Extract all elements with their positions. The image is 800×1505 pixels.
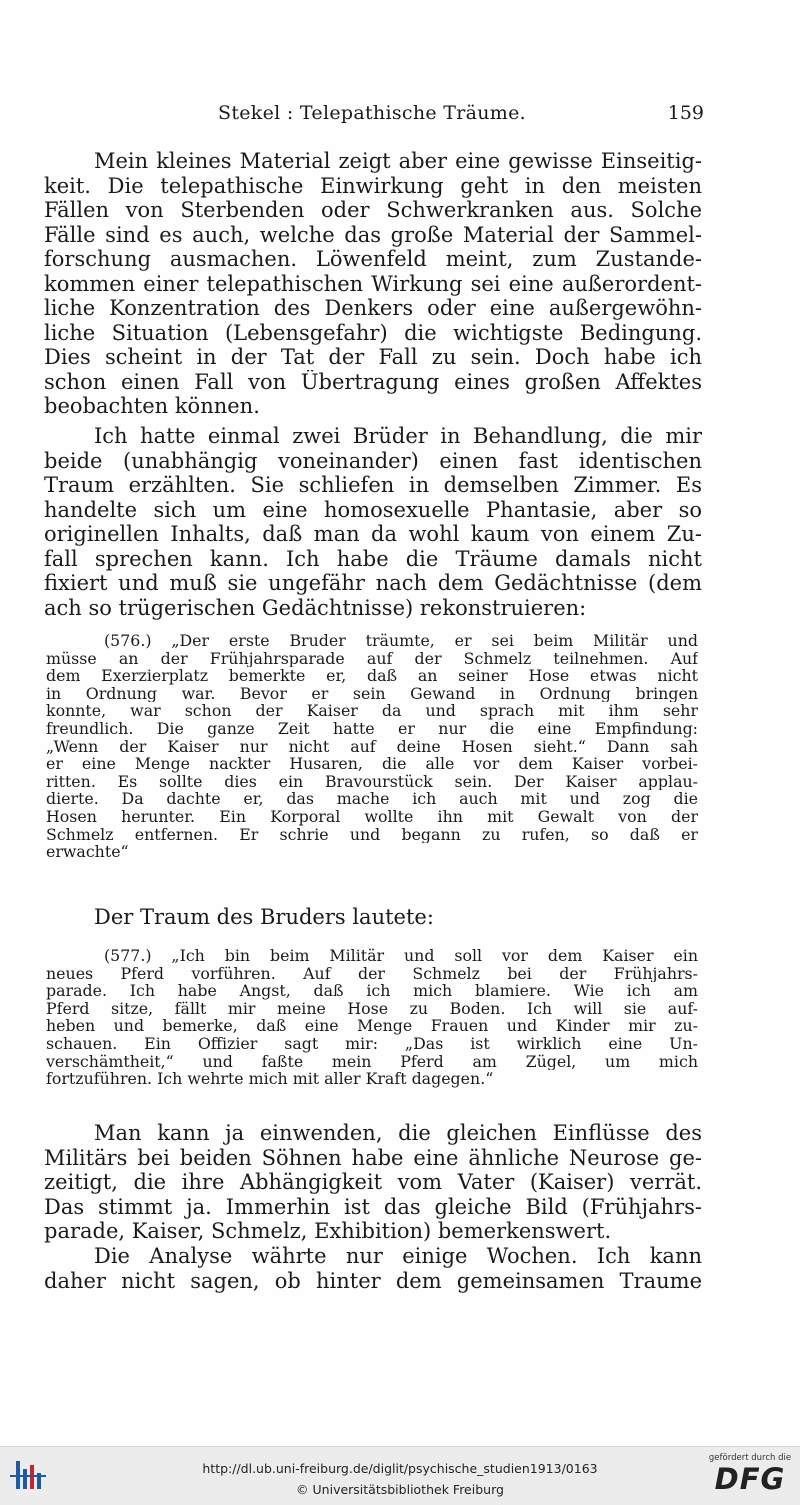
text-line: parade, Kaiser, Schmelz, Exhibition) bemerkenswert. [44,1219,612,1243]
text-line: in Ordnung war. Bevor er sein Gewand in Ordnung bringen [46,684,698,703]
text-line: Ich hatte einmal zwei Brüder in Behandlung, die mir [94,424,702,448]
dream-quote-576 [46,632,698,861]
running-head: Stekel : Telepathische Träume. [218,102,526,124]
text-line: handelte sich um eine homosexuelle Phantasie, aber so [44,497,702,522]
text-line: müsse an der Frühjahrsparade auf der Schmelz teilnehmen. Auf [46,649,698,668]
text-line: beide (unabhängig voneinander) einen fast identischen [44,448,702,473]
paragraph-2 [44,424,702,620]
text-line: Hosen herunter. Ein Korporal wollte ihn mit Gewalt von der [46,807,698,826]
dfg-logo [708,1453,792,1499]
text-line: zeitigt, die ihre Abhängigkeit vom Vater (Kaiser) verrät. [44,1170,702,1194]
text-line: schauen. Ein Offizier sagt mir: „Das ist wirklich eine Un- [46,1034,698,1053]
text-line: ritten. Es sollte dies ein Bravourstück sein. Der Kaiser applau- [46,772,698,791]
text-line: liche Situation (Lebensgefahr) die wichtigste Bedingung. [44,320,702,345]
text-line: Das stimmt ja. Immerhin ist das gleiche Bild (Frühjahrs- [44,1194,702,1219]
paragraph-4 [44,1244,702,1293]
text-line: parade. Ich habe Angst, daß ich mich blamiere. Wie ich am [46,982,698,1000]
text-line: „Wenn der Kaiser nur nicht auf deine Hosen sieht.“ Dann sah [46,737,698,756]
dream-quote-577 [46,947,698,1088]
text-line: verschämtheit,“ und faßte mein Pferd am Zügel, um mich [46,1052,698,1071]
dream-intro-577 [44,905,702,930]
text-line: Man kann ja einwenden, die gleichen Einflüsse des [94,1121,702,1145]
text-line: fixiert und muß sie ungefähr nach dem Gedächtnisse (dem [44,571,702,595]
text-line: ach so trügerischen Gedächtnisse) rekonstruieren: [44,595,587,620]
text-line: Schmelz entfernen. Er schrie und begann zu rufen, so daß er [46,825,698,844]
text-line: Militärs bei beiden Söhnen habe eine ähnliche Neurose ge- [44,1145,702,1170]
text-line: Fällen von Sterbenden oder Schwerkranken aus. Solche [44,198,702,222]
text-line: dierte. Da dachte er, das mache ich auch mit und zog die [46,790,698,808]
text-line: dem Exerzierplatz bemerkte er, daß an seiner Hose etwas nicht [46,667,698,685]
permalink-url[interactable]: http://dl.ub.uni-freiburg.de/diglit/psychische_studien1913/0163 [202,1461,598,1476]
text-line: Traum erzählten. Sie schliefen in demselben Zimmer. Es [44,473,702,497]
text-line: (577.) „Ich bin beim Militär und soll vor dem Kaiser ein [104,947,698,965]
text-line: freundlich. Die ganze Zeit hatte er nur die eine Empfindung: [46,719,698,738]
text-line: konnte, war schon der Kaiser da und sprach mit ihm sehr [46,702,698,720]
text-line: (576.) „Der erste Bruder träumte, er sei beim Militär und [104,632,698,650]
text-line: kommen einer telepathischen Wirkung sei eine außerordent- [44,271,702,296]
text-line: forschung ausmachen. Löwenfeld meint, zum Zustande- [44,247,702,271]
page-number: 159 [667,102,704,124]
text-line: neues Pferd vorführen. Auf der Schmelz bei der Frühjahrs- [46,964,698,983]
dfg-tagline: gefördert durch die [708,1453,792,1463]
text-line: originellen Inhalts, daß man da wohl kaum von einem Zu- [44,522,702,546]
text-line: daher nicht sagen, ob hinter dem gemeinsamen Traume [44,1268,702,1293]
text-line: er eine Menge nackter Husaren, die alle vor dem Kaiser vorbei- [46,755,698,773]
text-line: schon einen Fall von Übertragung eines großen Affektes [44,369,702,394]
text-line: fall sprechen kann. Ich habe die Träume damals nicht [44,546,702,571]
text-line: heben und bemerke, daß eine Menge Frauen und Kinder mir zu- [46,1017,698,1035]
paragraph-1 [44,149,702,419]
text-line: beobachten können. [44,394,260,418]
text-line: liche Konzentration des Denkers oder eine außergewöhn- [44,296,702,320]
page-header [40,102,704,132]
text-line: fortzuführen. Ich wehrte mich mit aller Kraft dagegen.“ [46,1070,494,1088]
viewer-footer [0,1446,800,1505]
paragraph-3 [44,1121,702,1244]
dfg-logo-text: DFG [714,1462,786,1496]
text-line: Mein kleines Material zeigt aber eine gewisse Einseitig- [94,149,702,173]
copyright-notice: © Universitätsbibliothek Freiburg [296,1482,504,1497]
text-line: erwachte“ [46,843,129,861]
text-line: Die Analyse währte nur einige Wochen. Ich kann [94,1244,702,1268]
text-line: Pferd sitze, fällt mir meine Hose zu Boden. Ich will sie auf- [46,999,698,1018]
text-line: Der Traum des Bruders lautete: [94,905,434,929]
text-line: keit. Die telepathische Einwirkung geht in den meisten [44,173,702,198]
text-line: Dies scheint in der Tat der Fall zu sein. Doch habe ich [44,345,702,369]
text-line: Fälle sind es auch, welche das große Material der Sammel- [44,222,702,247]
